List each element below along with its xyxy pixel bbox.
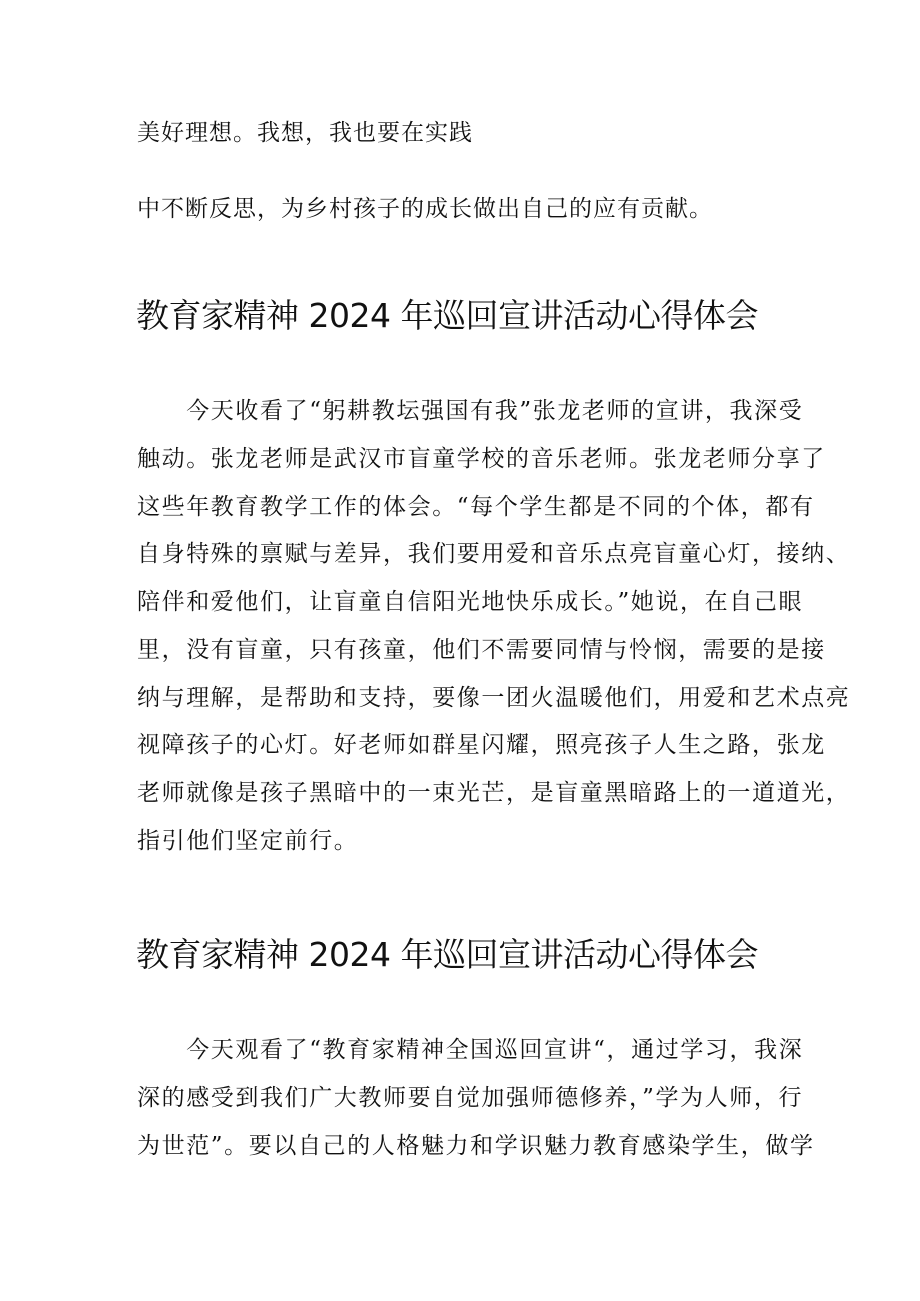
section-1-line-4: 自身特殊的禀赋与差异，我们要用爱和音乐点亮盲童心灯，接纳、 bbox=[137, 541, 851, 567]
section-2-line-3: 为世范”。要以自己的人格魅力和学识魅力教育感染学生，做学 bbox=[137, 1133, 815, 1159]
section-1-line-8: 视障孩子的心灯。好老师如群星闪耀，照亮孩子人生之路，张龙 bbox=[137, 732, 826, 758]
intro-line-1: 美好理想。我想，我也要在实践 bbox=[137, 120, 473, 146]
section-1-line-1: 今天收看了“躬耕教坛强国有我”张龙老师的宣讲，我深受 bbox=[137, 398, 804, 424]
section-1-line-9: 老师就像是孩子黑暗中的一束光芒，是盲童黑暗路上的一道道光， bbox=[137, 780, 851, 806]
section-1-line-7: 纳与理解，是帮助和支持，要像一团火温暖他们，用爱和艺术点亮 bbox=[137, 685, 851, 711]
section-1-line-2: 触动。张龙老师是武汉市盲童学校的音乐老师。张龙老师分享了 bbox=[137, 446, 826, 472]
section-2-line-2: 深的感受到我们广大教师要自觉加强师德修养，”学为人师，行 bbox=[137, 1085, 804, 1111]
section-1-line-10: 指引他们坚定前行。 bbox=[137, 828, 359, 854]
section-1-line-5: 陪伴和爱他们，让盲童自信阳光地快乐成长。”她说，在自己眼 bbox=[137, 589, 804, 615]
section-2-line-1: 今天观看了“教育家精神全国巡回宣讲“，通过学习，我深 bbox=[137, 1037, 804, 1063]
section-2-title: 教育家精神 2024 年巡回宣讲活动心得体会 bbox=[136, 935, 758, 974]
section-1-line-3: 这些年教育教学工作的体会。“每个学生都是不同的个体，都有 bbox=[137, 494, 815, 520]
section-1-title: 教育家精神 2024 年巡回宣讲活动心得体会 bbox=[136, 296, 758, 335]
intro-line-2: 中不断反思，为乡村孩子的成长做出自己的应有贡献。 bbox=[137, 196, 713, 222]
section-1-line-6: 里，没有盲童，只有孩童，他们不需要同情与怜悯，需要的是接 bbox=[137, 637, 826, 663]
